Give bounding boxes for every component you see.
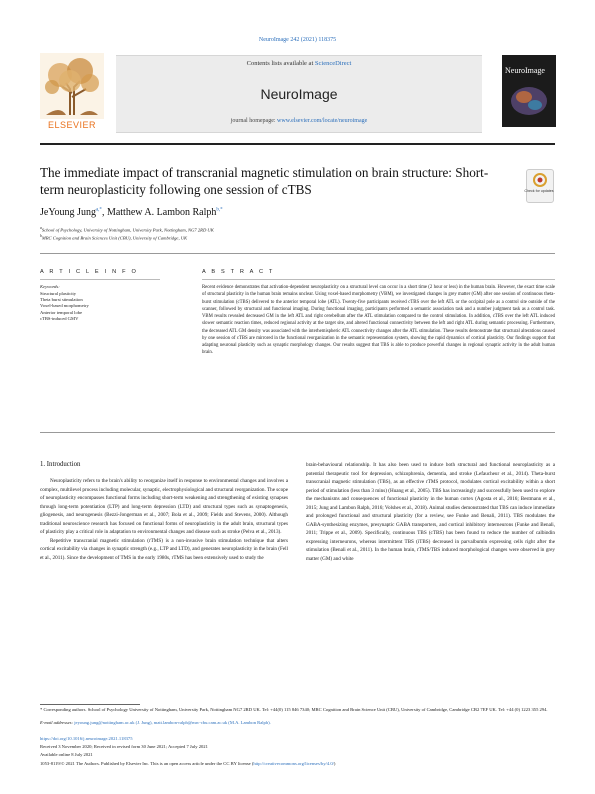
homepage-prefix: journal homepage: bbox=[230, 118, 278, 124]
available-online: Available online 8 July 2021 bbox=[40, 752, 93, 757]
keywords-label: Keywords: bbox=[40, 284, 60, 289]
author-affiliation-marker[interactable]: a,* bbox=[95, 207, 102, 213]
sciencedirect-link[interactable]: ScienceDirect bbox=[314, 60, 352, 67]
keywords-list bbox=[40, 291, 89, 322]
email-addresses[interactable]: jeyoung.jung@nottingham.ac.uk (J. Jung), matt.lambon-ralph@mrc-cbu.cam.ac.uk (M.A. Lambon Ralph). bbox=[74, 720, 271, 725]
homepage-link[interactable]: www.elsevier.com/locate/neuroimage bbox=[277, 118, 368, 124]
keyword-item: cTBS-induced GMV bbox=[40, 315, 79, 321]
affiliation-text: School of Psychology, University of Nottingham, University Park, Nottingham, NG7 2RD UK bbox=[41, 227, 214, 233]
affiliation-a bbox=[40, 226, 214, 233]
author-separator: , bbox=[101, 207, 107, 218]
keyword-item: Structural plasticity bbox=[40, 291, 77, 296]
elsevier-wordmark: ELSEVIER bbox=[47, 120, 97, 130]
keyword-item: Voxel-based morphometry bbox=[40, 303, 89, 309]
body-column-right bbox=[306, 461, 555, 564]
author-name[interactable]: JeYoung Jung bbox=[40, 207, 96, 218]
license-line bbox=[40, 761, 555, 768]
affiliation-marker: b bbox=[40, 234, 42, 238]
license-link[interactable]: http://creativecommons.org/licenses/by/4.0/ bbox=[253, 761, 334, 766]
keyword-item: Anterior temporal lobe bbox=[40, 309, 83, 315]
license-prefix: 1053-8119/© 2021 The Authors. Published by Elsevier Inc. This is an open access article under the CC BY license ( bbox=[40, 761, 254, 766]
abstract-text: Recent evidence demonstrates that activation-dependent neuroplasticity on a structural level can occur in a short time (2 hour or less) in the human brain. However, the exact time scale of structural plasticity in the human brain remains unclear. Using voxel-based morphometry (VBM), we investigated changes in grey matter (GM) after one session of continuous theta-burst stimulation (cTBS) delivered to the anterior temporal lobe (ATL). Twenty-five participants received cTBS over the left ATL or the occipital pole as a control site outside of the scanner, followed by structural and functional imaging. During functional imaging, participants performed a semantic association task and a number judgment task as a control task. VBM results revealed decreased GM in the left ATL and right cerebellum after the ATL stimulation compared to the control stimulation. In addition, cTBS over the left ATL induced slower semantic reaction times, reduced regional activity at the target site, and altered functional connectivity between the left and right ATL during semantic processing. Furthermore, the decreased ATL GM density was associated with the interhemispheric ATL connectivity changes after the ATL stimulation. These results demonstrate that structural alterations caused by one session of cTBS are mirrored in the functional reorganization in the semantic representation system, showing the rapid dynamics of cortical plasticity. Our findings support that adapting neuronal plasticity such as synaptic morphology changes. Our results suggest that TBS is able to produce powerful changes in regional synaptic activity in the adult human brain. bbox=[202, 285, 555, 356]
keywords-rule bbox=[40, 279, 160, 280]
affiliation-marker: a bbox=[40, 226, 42, 230]
corresponding-author-note: * Corresponding authors. School of Psychology University of Nottingham, University Park, Nottingham NG7 2RD UK. Tel: +44(0) 115 846 7340; MRC Cognition and Brain Science Unit (CBU), University of Cambridge, Cambridge CB2 7EF UK. Tel: +44 (0) 1223 355 294. bbox=[40, 707, 548, 712]
author-name[interactable]: Matthew A. Lambon Ralph bbox=[106, 207, 217, 218]
body-paragraph: Neuroplasticity refers to the brain's ability to reorganize itself in response to environmental changes and involves a complex, multilevel process including molecular, synaptic, electrophysiological and structural reorganization. The scope of neuroplasticity encompasses functional forms including short-term weakening and strengthening of existing synapses through long-term potentiation (LTP) and long-term depression (LTD) and structural types such as synaptogenesis, gliogenesis, and neurogenesis (Bezzi-Jongerman et al., 2007; Bola et al., 2009; Fields and Stevens, 2000). Although traditional neuroscience research has focused on functional forms of neuroplasticity in the adult brain, structural types of plasticity play a critical role in adaptation to environmental changes and disease such as stroke (Pelva et al., 2013). bbox=[40, 478, 288, 536]
header-rule bbox=[40, 143, 555, 145]
article-title: The immediate impact of transcranial magnetic stimulation on brain structure: Short-term neuroplasticity following one session of cTBS bbox=[40, 165, 489, 197]
doi-link[interactable]: https://doi.org/10.1016/j.neuroimage.2021.118375 bbox=[40, 736, 133, 741]
check-for-updates-label: Check for updates bbox=[524, 189, 554, 193]
elsevier-tree-logo bbox=[40, 53, 104, 127]
email-note bbox=[40, 720, 555, 727]
body-column-left bbox=[40, 477, 288, 562]
license-suffix: ) bbox=[333, 761, 336, 766]
section-rule bbox=[40, 253, 555, 254]
abstract-heading: A B S T R A C T bbox=[202, 269, 275, 275]
affiliation-text: MRC Cognition and Brain Sciences Unit (CBU), University of Cambridge, UK bbox=[41, 235, 188, 241]
check-for-updates-badge[interactable] bbox=[526, 169, 554, 203]
author-affiliation-marker[interactable]: b,* bbox=[216, 207, 223, 213]
affiliation-b bbox=[40, 234, 187, 241]
cover-title: NeuroImage bbox=[505, 66, 545, 75]
received-dates: Received 3 November 2020; Received in revised form 30 June 2021; Accepted 7 July 2021 bbox=[40, 744, 208, 749]
article-info-heading: A R T I C L E I N F O bbox=[40, 269, 139, 275]
abstract-rule bbox=[202, 279, 555, 280]
doi-link-wrap bbox=[40, 736, 555, 743]
introduction-heading: 1. Introduction bbox=[40, 461, 81, 468]
footnote-rule bbox=[40, 704, 140, 705]
keyword-item: Theta burst stimulation bbox=[40, 297, 83, 303]
email-label: E-mail addresses: bbox=[40, 720, 75, 725]
body-paragraph: brain-behavioural relationship. It has also been used to induce both structural and functional neuroplasticity as a potential therapeutic tool for depression, schizophrenia, dementia, and stroke (Lefaucheur et al., 2014). Theta-burst transcranial magnetic stimulation (TBS), as an effective rTMS protocol, modulates cortical excitability within a short period of stimulation (less than 3 mins) (Huang et al., 2005). TBS has increasingly and successfully been used to explore the mechanisms and consequences of functional plasticity in the human cortex (Agosta et al., 2016; Bestmann et al., 2015; Jung and Lambon Ralph, 2016; Volshes et al., 2018). Animal studies demonstrated that TBS can induce immediate and prolonged functional and structural plasticity (for a review, see Funke and Benali, 2011). TBS modulates the GABA-synthesizing enzymes, presynaptic GABA transporters, and cortical inhibitory interneurons (Funke and Benali, 2011; Trippe et al., 2009). Specifically, continuous TBS (cTBS) has been found to reduce the number of calbindin expressing interneurons, whereas intermittent TBS (iTBS) decreased in parvalbumin expressing cells right after the stimulation (Benali et al., 2011). In the human brain, rTMS/TBS induced morphological changes were observed in grey matter (GM) and white bbox=[306, 462, 555, 563]
contents-prefix: Contents lists available at bbox=[246, 60, 315, 67]
contents-line bbox=[116, 60, 482, 67]
journal-citation[interactable]: NeuroImage 242 (2021) 118375 bbox=[258, 37, 337, 43]
body-paragraph: Repetitive transcranial magnetic stimulation (rTMS) is a non-invasive brain stimulation technique that alters cortical excitability via changes in synaptic strength (e.g., LTP and LTD), and generates neuroplasticity in the brain (Fell et al., 2011). Since the development of TMS in the early 1980s, rTMS has been extensively used to study the bbox=[40, 537, 288, 561]
homepage-line bbox=[116, 118, 482, 124]
journal-title: NeuroImage bbox=[260, 86, 338, 102]
author-list bbox=[40, 207, 223, 218]
abstract-bottom-rule bbox=[40, 432, 555, 433]
